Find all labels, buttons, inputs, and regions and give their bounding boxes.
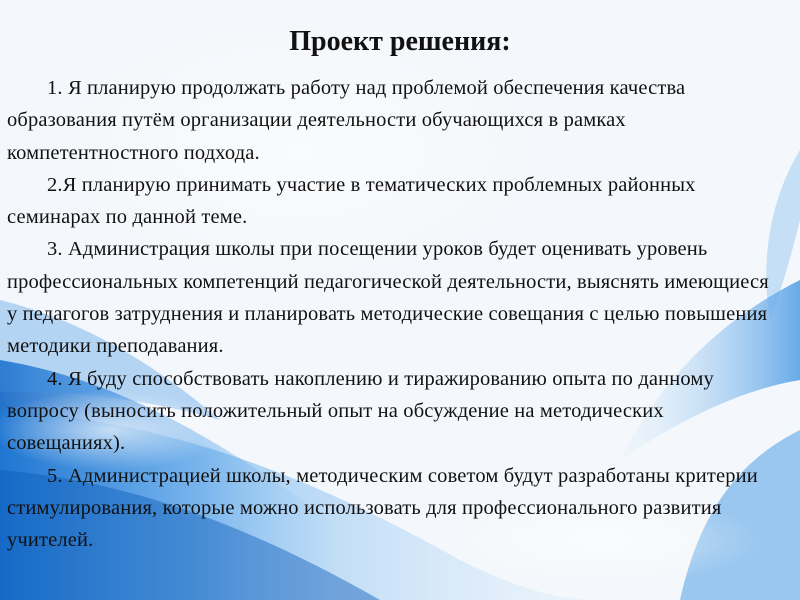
paragraph-4: 4. Я буду способствовать накоплению и тиражированию опыта по данному вопросу (выносить положительный опыт на обсуждение на методических совещаниях). xyxy=(7,367,714,455)
paragraph-2: 2.Я планирую принимать участие в тематических проблемных районных семинарах по данной теме. xyxy=(7,173,696,229)
paragraph-1: 1. Я планирую продолжать работу над проблемой обеспечения качества образования путём организации деятельности обучающихся в рамках компетентностного подхода. xyxy=(7,77,686,164)
slide-body xyxy=(7,72,777,556)
paragraph-3: 3. Администрация школы при посещении уроков будет оценивать уровень профессиональных компетенций педагогической деятельности, выяснять имеющиеся у педагогов затруднения и планировать методические совещания с целью повышения методики преподавания. xyxy=(7,238,769,358)
slide-title: Проект решения: xyxy=(289,26,511,57)
paragraph-5: 5. Администрацией школы, методическим советом будут разработаны критерии стимулирования, которые можно использовать для профессионального развития учителей. xyxy=(7,464,758,552)
